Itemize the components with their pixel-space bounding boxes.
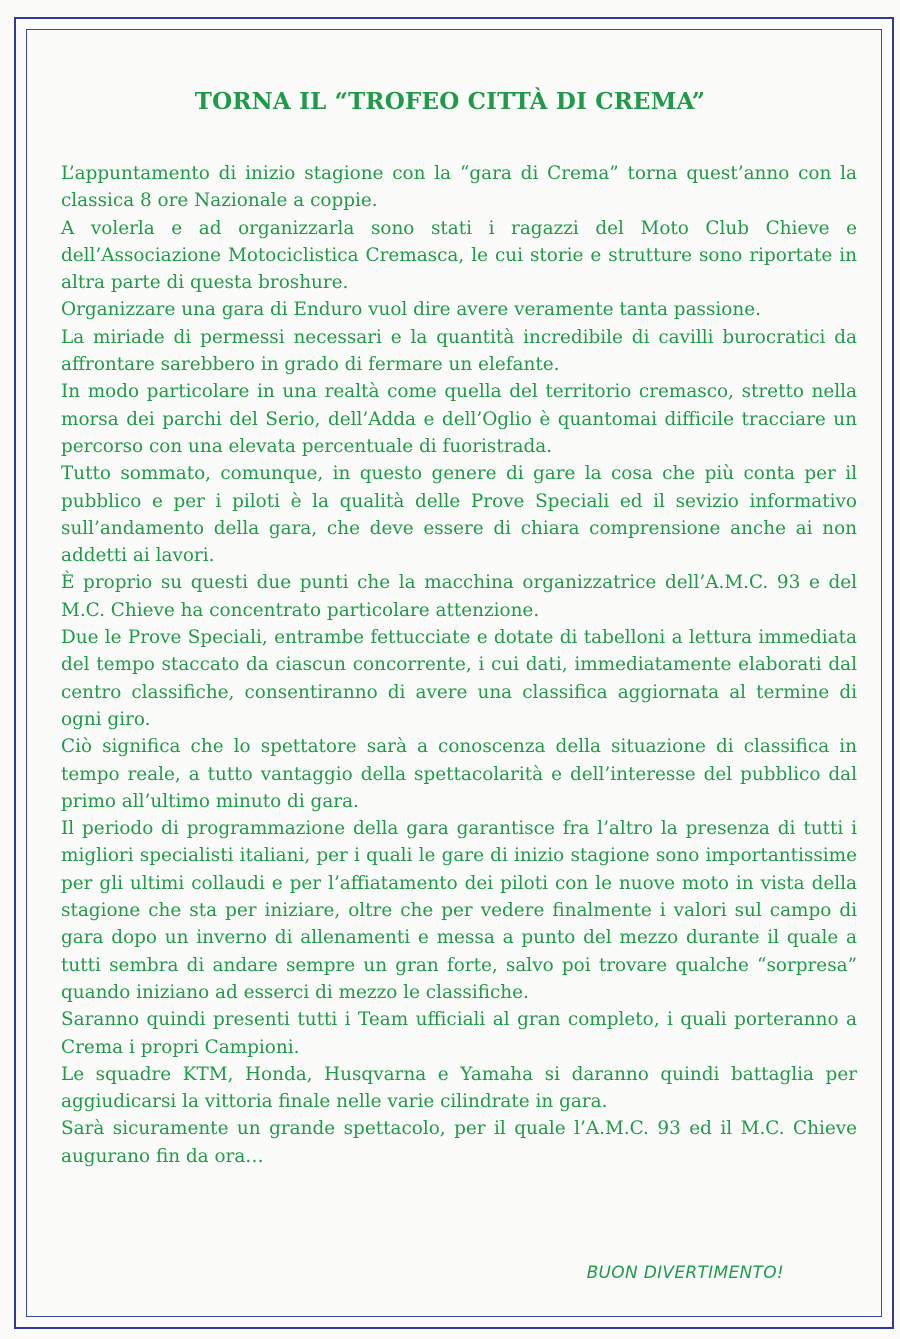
paragraph: Saranno quindi presenti tutti i Team ufficiali al gran completo, i quali porteranno a Crema i propri Campioni. xyxy=(61,1009,857,1058)
paragraph: A volerla e ad organizzarla sono stati i ragazzi del Moto Club Chieve e dell’Associazione Motociclistica Cremasca, le cui storie e strutture sono riportate in altra parte di questa broshure. xyxy=(61,217,857,294)
paragraph: Sarà sicuramente un grande spettacolo, per il quale l’A.M.C. 93 ed il M.C. Chieve augurano fin da ora… xyxy=(61,1118,857,1167)
article-body xyxy=(61,160,857,1170)
paragraph: Organizzare una gara di Enduro vuol dire avere veramente tanta passione. xyxy=(61,299,761,321)
paragraph: In modo particolare in una realtà come quella del territorio cremasco, stretto nella morsa dei parchi del Serio, dell’Adda e dell’Oglio è quantomai difficile tracciare un percorso con una elevata percentuale di fuoristrada. xyxy=(61,381,857,457)
paragraph: Ciò significa che lo spettatore sarà a conoscenza della situazione di classifica in tempo reale, a tutto vantaggio della spettacolarità e dell’interesse del pubblico dal primo all’ultimo minuto di gara. xyxy=(61,736,857,812)
paragraph: Due le Prove Speciali, entrambe fettucciate e dotate di tabelloni a lettura immediata del tempo staccato da ciascun concorrente, i cui dati, immediatamente elaborati dal centro classifiche, consentiranno di avere una classifica aggiornata al termine di ogni giro. xyxy=(61,627,857,730)
paragraph: La miriade di permessi necessari e la quantità incredibile di cavilli burocratici da affrontare sarebbero in grado di fermare un elefante. xyxy=(61,326,857,376)
paragraph: Il periodo di programmazione della gara garantisce fra l’altro la presenza di tutti i migliori specialisti italiani, per i quali le gare di inizio stagione sono importantissime per gli ultimi collaudi e per l’affiatamento dei piloti con le nuove moto in vista della stagione che sta per iniziare, oltre che per vedere finalmente i valori sul campo di gara dopo un inverno di allenamenti e messa a punto del mezzo durante il quale a tutti sembra di andare sempre un gran forte, salvo poi trovare qualche “sorpresa” quando iniziano ad esserci di mezzo le classifiche. xyxy=(61,818,857,1003)
paragraph: Tutto sommato, comunque, in questo genere di gare la cosa che più conta per il pubblico e per i piloti è la qualità delle Prove Speciali ed il sevizio informativo sull’andamento della gara, che deve essere di chiara comprensione anche ai non addetti ai lavori. xyxy=(61,463,857,567)
paragraph: È proprio su questi due punti che la macchina organizzatrice dell’A.M.C. 93 e del M.C. Chieve ha concentrato particolare attenzione. xyxy=(61,572,857,621)
closing-signoff: BUON DIVERTIMENTO! xyxy=(586,1263,784,1283)
paragraph: Le squadre KTM, Honda, Husqvarna e Yamaha si daranno quindi battaglia per aggiudicarsi la vittoria finale nelle varie cilindrate in gara. xyxy=(61,1063,857,1113)
paragraph: L’appuntamento di inizio stagione con la “gara di Crema” torna quest’anno con la classica 8 ore Nazionale a coppie. xyxy=(61,163,857,212)
page-title: TORNA IL “TROFEO CITTÀ DI CREMA” xyxy=(194,88,706,115)
